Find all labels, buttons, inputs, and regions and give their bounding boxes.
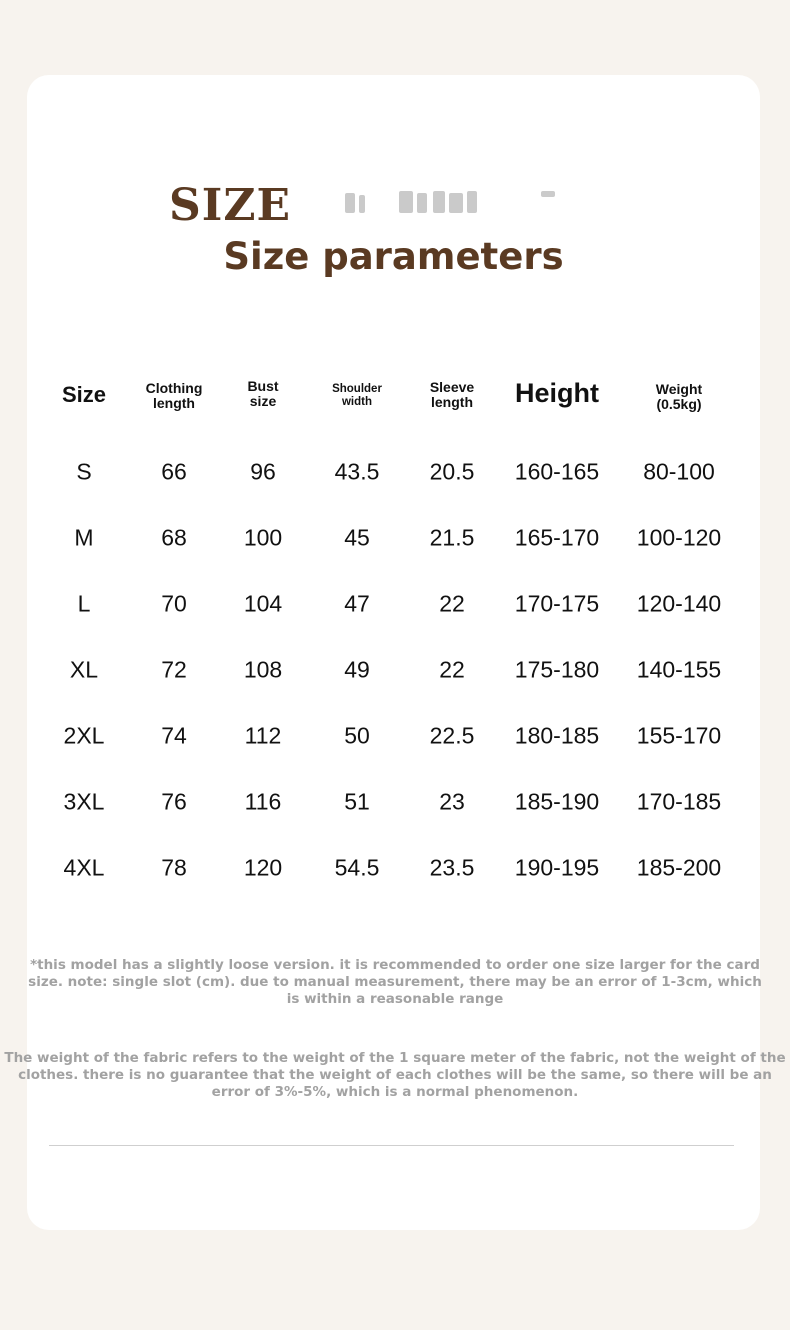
column-header-line: width [341,396,373,408]
table-cell: 68 [161,524,187,551]
table-cell: 45 [344,524,370,551]
table-cell: 155-170 [636,722,722,749]
size-label-cell: 2XL [63,722,105,749]
column-header-line: Clothing [145,380,203,396]
note-fit-line: *this model has a slightly loose version. it is recommended to order one size larger for the card [30,957,760,973]
table-cell: 170-175 [514,590,600,617]
table-cell: 180-185 [514,722,600,749]
note-fit [0,957,790,1008]
table-cell: 185-190 [514,788,600,815]
title-size: SIZE [169,180,292,231]
table-cell: 140-155 [636,656,722,683]
table-cell: 170-185 [636,788,722,815]
faded-watermark-text [337,187,567,219]
table-cell: 108 [243,656,283,683]
table-cell: 160-165 [514,458,600,485]
column-header-line: Weight [655,381,703,397]
table-cell: 190-195 [514,854,600,881]
table-cell: 23 [439,788,465,815]
column-header-line: (0.5kg) [656,396,702,412]
column-header-line: Size [61,382,107,407]
table-cell: 185-200 [636,854,722,881]
column-header-line: length [431,394,473,410]
table-cell: 50 [344,722,370,749]
column-header [332,383,382,409]
table-cell: 80-100 [643,458,715,485]
table-cell: 70 [161,590,187,617]
note-fabric-weight [0,1050,790,1101]
table-cell: 47 [344,590,370,617]
table-cell: 100 [243,524,283,551]
column-header [62,382,106,408]
table-cell: 74 [161,722,187,749]
table-cell: 112 [244,722,282,749]
table-cell: 175-180 [514,656,600,683]
column-header [247,379,278,409]
table-cell: 49 [344,656,370,683]
table-cell: 22 [439,590,465,617]
size-label-cell: 4XL [63,854,105,881]
column-header-line: Sleeve [429,379,475,395]
note-fit-line: is within a reasonable range [286,991,504,1007]
note-fabric-line: error of 3%-5%, which is a normal phenomenon. [211,1084,579,1100]
table-cell: 22.5 [429,722,475,749]
table-cell: 96 [250,458,276,485]
column-header-line: Bust [247,378,279,394]
size-label-cell: M [74,524,94,551]
table-cell: 21.5 [429,524,475,551]
table-cell: 120 [243,854,283,881]
column-header [430,380,474,410]
note-fit-line: size. note: single slot (cm). due to manual measurement, there may be an error of 1-3cm, which [28,974,762,990]
divider [49,1145,734,1146]
table-cell: 78 [161,854,187,881]
table-cell: 51 [344,788,370,815]
size-label-cell: XL [69,656,99,683]
size-label-cell: S [76,458,92,485]
column-header [656,382,702,412]
table-cell: 165-170 [514,524,600,551]
table-cell: 100-120 [636,524,722,551]
table-cell: 72 [161,656,187,683]
table-cell: 20.5 [429,458,475,485]
column-header-line: size [249,393,277,409]
column-header [515,378,599,408]
table-cell: 120-140 [636,590,722,617]
table-cell: 54.5 [334,854,380,881]
table-cell: 43.5 [334,458,380,485]
table-cell: 104 [243,590,283,617]
column-header-line: Height [515,378,599,408]
table-cell: 116 [244,788,282,815]
table-cell: 66 [161,458,187,485]
size-label-cell: 3XL [63,788,105,815]
note-fabric-line: The weight of the fabric refers to the weight of the 1 square meter of the fabric, not the weight of the [4,1050,786,1066]
column-header-line: length [152,395,195,411]
title-subtitle: Size parameters [223,235,564,278]
table-cell: 23.5 [429,854,475,881]
table-cell: 76 [161,788,187,815]
table-cell: 22 [439,656,465,683]
size-label-cell: L [77,590,91,617]
column-header [146,381,203,411]
note-fabric-line: clothes. there is no guarantee that the weight of each clothes will be the same, so there will be an [18,1067,772,1083]
column-header-line: Shoulder [332,383,382,395]
